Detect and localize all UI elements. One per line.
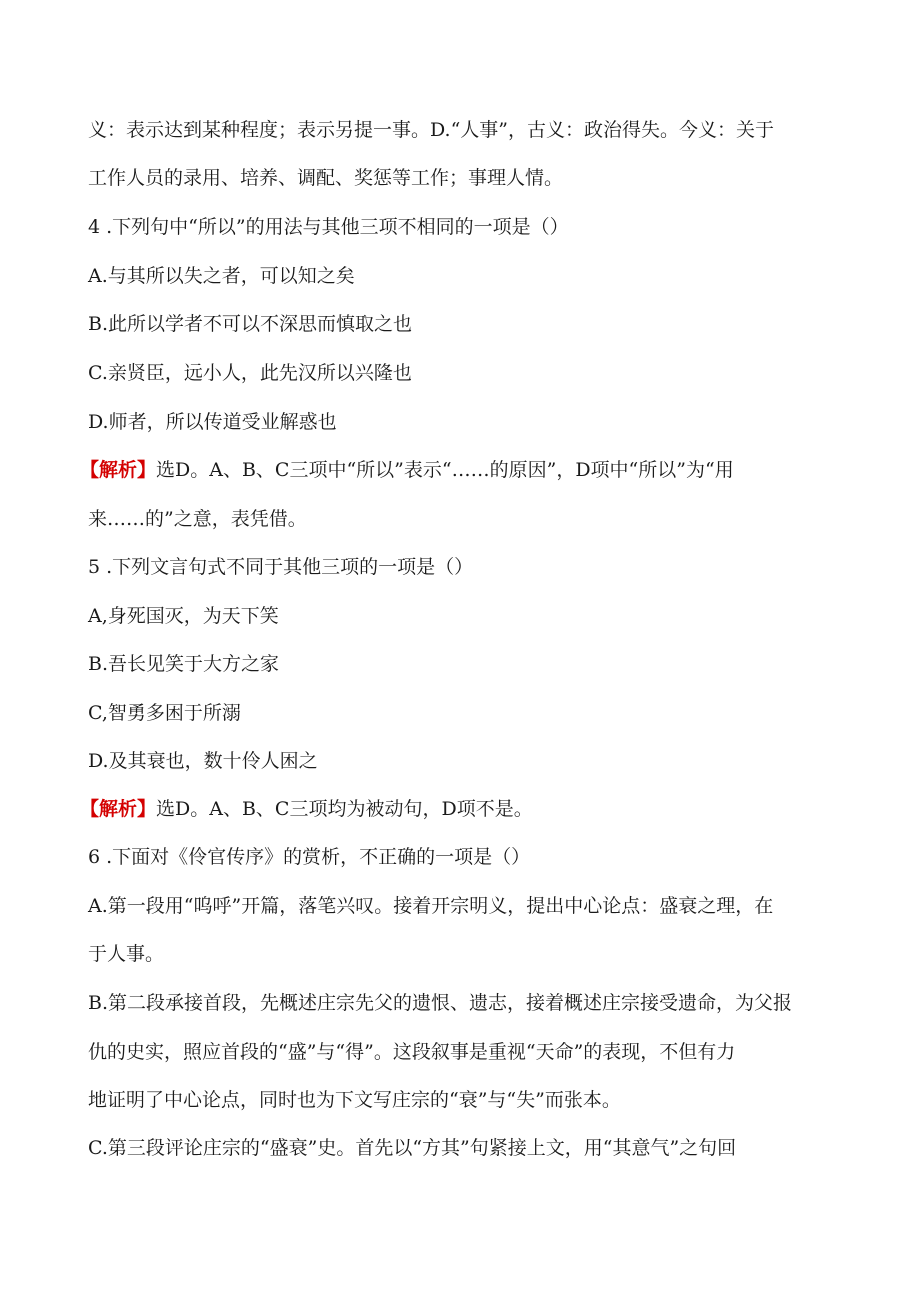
question-4: 4 .下列句中“所以”的用法与其他三项不相同的一项是（）	[88, 216, 569, 238]
option-c: C.第三段评论庄宗的“盛衰”史。首先以“方其”句紧接上文，用“其意气”之句回	[88, 1137, 737, 1159]
option-c: C,智勇多困于所溺	[88, 702, 241, 724]
option-a: A.与其所以失之者，可以知之矣	[88, 265, 355, 287]
text-line: 义：表示达到某种程度；表示另提一事。D.“人事”，古义：政治得失。今义：关于	[88, 119, 775, 141]
question-5: 5 .下列文言句式不同于其他三项的一项是（）	[88, 556, 474, 578]
option-d: D.师者，所以传道受业解惑也	[88, 411, 337, 433]
analysis-tag: 【解析】	[80, 459, 157, 481]
option-b: B.此所以学者不可以不深思而慎取之也	[88, 313, 413, 335]
text-line: 于人事。	[88, 943, 165, 965]
text-line: 来……的”之意，表凭借。	[88, 508, 307, 530]
option-b: B.吾长见笑于大方之家	[88, 653, 280, 675]
option-d: D.及其衰也，数十伶人困之	[88, 750, 318, 772]
option-a: A.第一段用“呜呼”开篇，落笔兴叹。接着开宗明义，提出中心论点：盛衰之理，在	[88, 895, 774, 917]
option-b: B.第二段承接首段，先概述庄宗先父的遗恨、遗志，接着概述庄宗接受遗命，为父报	[88, 992, 793, 1014]
text-line: 工作人员的录用、培养、调配、奖惩等工作；事理人情。	[88, 167, 564, 189]
question-6: 6 .下面对《伶官传序》的赏析，不正确的一项是（）	[88, 846, 531, 868]
analysis-line: 【解析】选D。A、B、C三项均为被动句，D项不是。	[80, 798, 533, 820]
text-line: 仇的史实，照应首段的“盛”与“得”。这段叙事是重视“天命”的表现，不但有力	[88, 1041, 736, 1063]
text-line: 地证明了中心论点，同时也为下文写庄宗的“衰”与“失”而张本。	[88, 1089, 621, 1111]
analysis-tag: 【解析】	[80, 798, 157, 820]
option-a: A,身死国灭，为天下笑	[88, 605, 279, 627]
option-c: C.亲贤臣，远小人，此先汉所以兴隆也	[88, 362, 412, 384]
analysis-line: 【解析】选D。A、B、C三项中“所以”表示“……的原因”，D项中“所以”为“用	[80, 459, 734, 481]
